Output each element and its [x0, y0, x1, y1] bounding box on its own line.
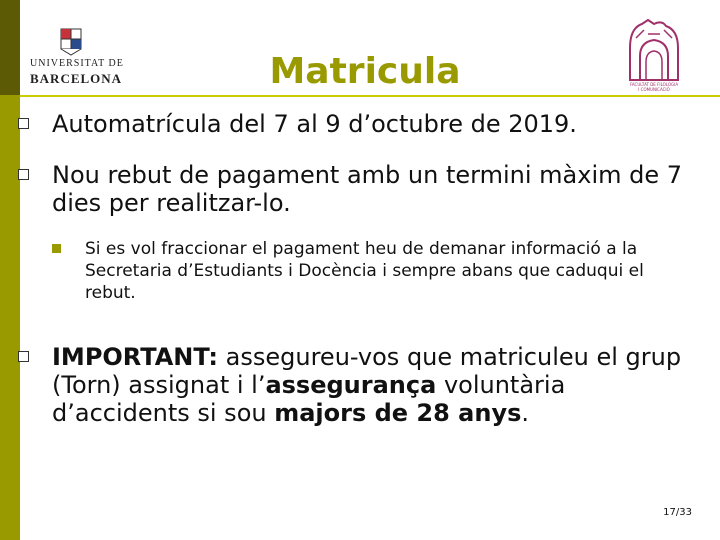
bullet-text-part: assegureu-vos que matriculeu el grup (Torn) assignat i l’ [52, 343, 682, 399]
page-number: 17/33 [663, 507, 692, 518]
faculty-logo-line2: I COMUNICACIÓ [638, 87, 670, 92]
sub-bullet-fraccionar [85, 238, 695, 304]
hollow-square-bullet-icon [18, 351, 29, 362]
slide-title: Matricula [269, 51, 461, 92]
title-underline [20, 95, 720, 97]
bullet-automatricula [52, 110, 702, 138]
faculty-logo [618, 18, 690, 100]
bullet-text: Nou rebut de pagament amb un termini màxim de 7 dies per realitzar-lo. [52, 161, 683, 217]
left-accent-bar-top [0, 0, 20, 95]
sub-bullet-text: Si es vol fraccionar el pagament heu de demanar informació a la Secretaria d’Estudiants i Docència i sempre abans que caduqui el rebut. [85, 239, 644, 303]
faculty-logo-text [618, 82, 690, 92]
filled-square-bullet-icon [52, 244, 61, 253]
hollow-square-bullet-icon [18, 118, 29, 129]
left-accent-bar [0, 95, 20, 540]
bullet-text-part: voluntària d’accidents si sou [52, 371, 566, 427]
assegurança-emphasis: assegurança [265, 371, 437, 399]
bullet-text: Automatrícula del 7 al 9 d’octubre de 2019. [52, 110, 577, 138]
ub-logo-line1: UNIVERSITAT DE [30, 58, 124, 69]
ub-shield-icon [60, 28, 82, 56]
university-of-barcelona-logo [30, 28, 124, 88]
bullet-text-part: . [521, 399, 530, 427]
bullet-important [52, 343, 702, 427]
faculty-building-icon [618, 18, 690, 82]
majors-28-emphasis: majors de 28 anys [274, 399, 522, 427]
bullet-rebut-pagament [52, 161, 692, 217]
hollow-square-bullet-icon [18, 169, 29, 180]
faculty-logo-line1: FACULTAT DE FILOLOGIA [629, 82, 679, 87]
important-label: IMPORTANT: [52, 343, 219, 371]
ub-logo-line2: BARCELONA [30, 71, 123, 86]
